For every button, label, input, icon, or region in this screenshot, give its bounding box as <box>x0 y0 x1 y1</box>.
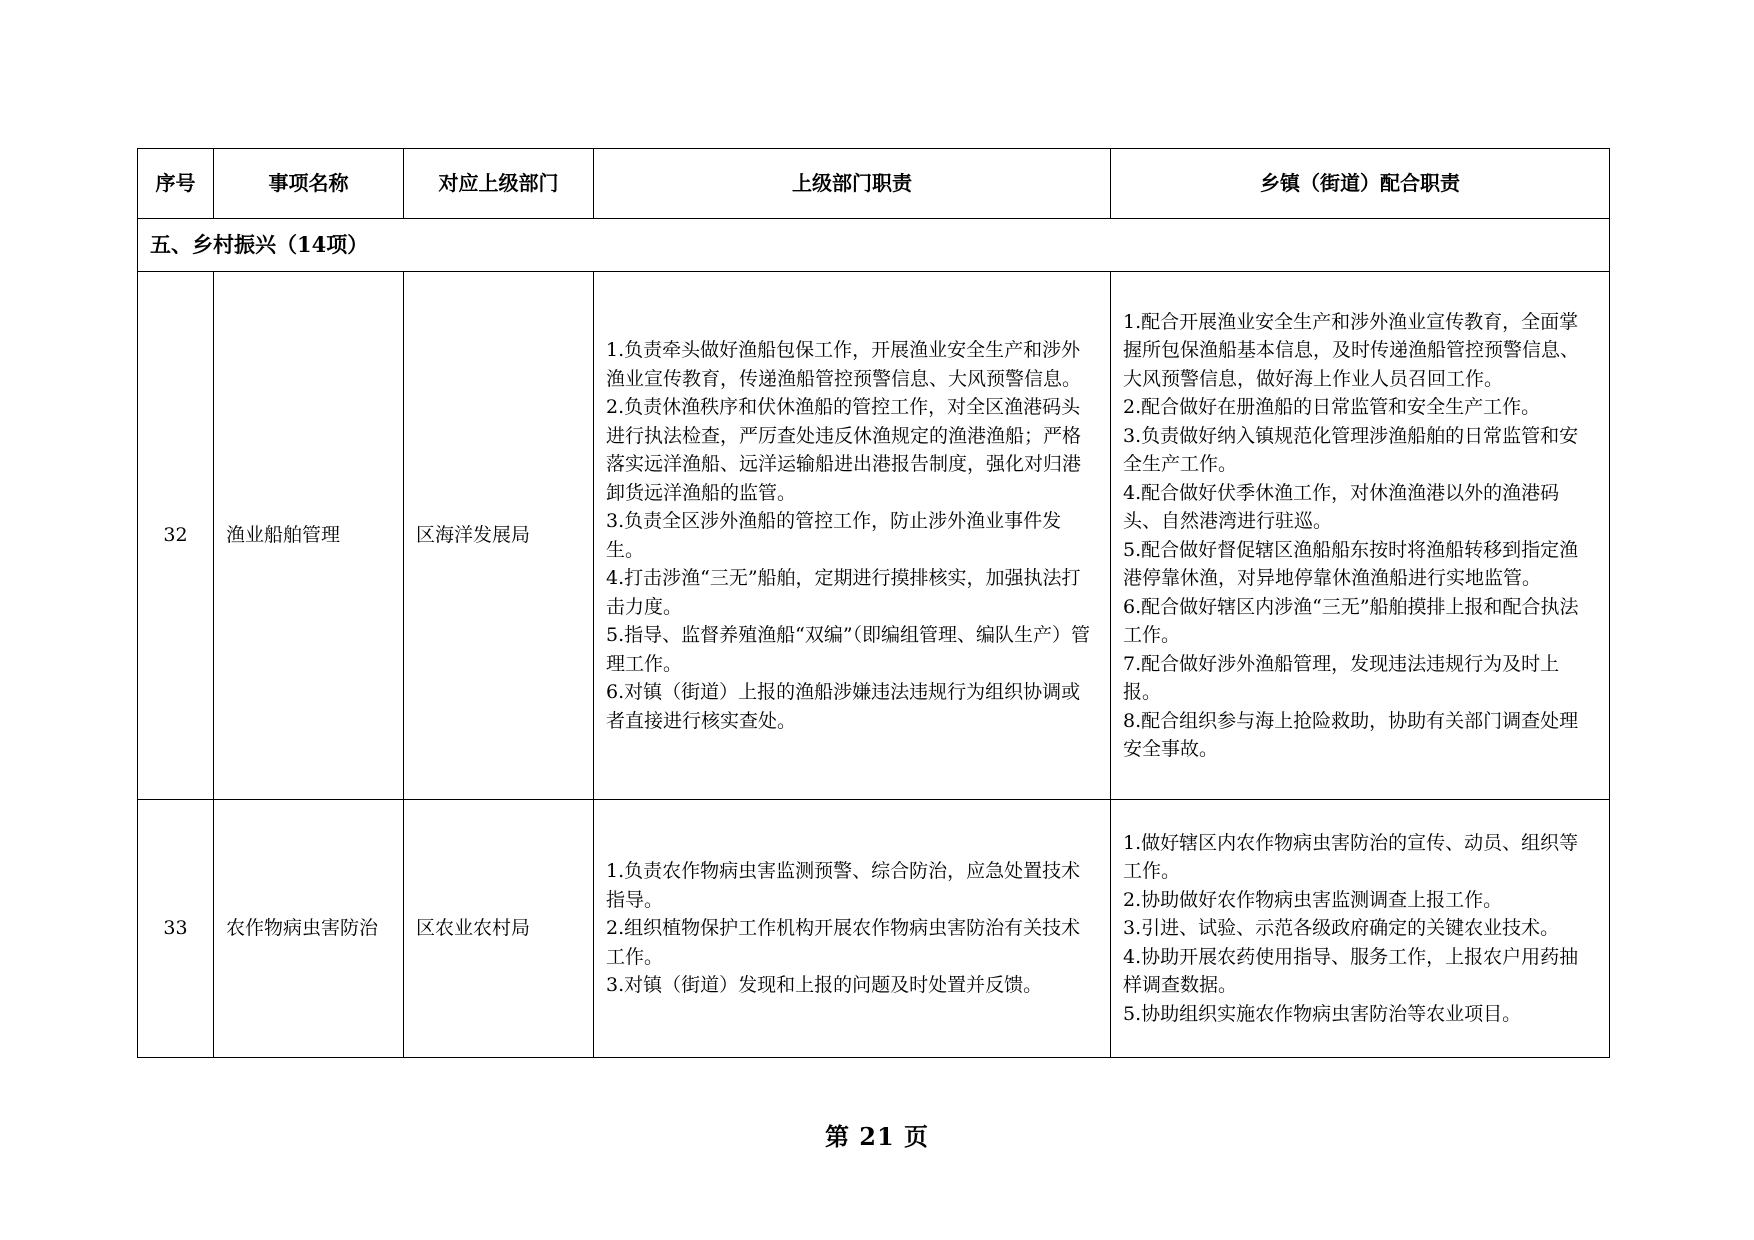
duty-item: 5.配合做好督促辖区渔船船东按时将渔船转移到指定渔港停靠休渔，对异地停靠休渔渔船进行实地监管。 <box>1123 538 1579 589</box>
duty-item: 2.协助做好农作物病虫害监测调查上报工作。 <box>1123 888 1503 911</box>
header-cell-town-duties: 乡镇（街道）配合职责 <box>1111 149 1610 219</box>
duty-item: 5.指导、监督养殖渔船“双编”（即编组管理、编队生产）管理工作。 <box>606 624 1091 675</box>
header-cell-dept: 对应上级部门 <box>404 149 594 219</box>
duty-item: 5.协助组织实施农作物病虫害防治等农业项目。 <box>1123 1002 1522 1025</box>
table-row <box>138 800 1610 1058</box>
duty-item: 4.配合做好伏季休渔工作，对休渔渔港以外的渔港码头、自然港湾进行驻巡。 <box>1123 481 1560 532</box>
department: 区农业农村局 <box>404 800 594 1058</box>
table-header-row <box>138 149 1610 219</box>
upper-duties-cell <box>594 800 1111 1058</box>
duty-table <box>137 148 1610 1058</box>
upper-duties-cell <box>594 272 1111 800</box>
section-title: 五、乡村振兴（14项） <box>138 219 1610 272</box>
table-row <box>138 272 1610 800</box>
duty-item: 2.负责休渔秩序和伏休渔船的管控工作，对全区渔港码头进行执法检查，严厉查处违反休渔规定的渔港渔船；严格落实远洋渔船、远洋运输船进出港报告制度，强化对归港卸货远洋渔船的监管。 <box>606 396 1082 504</box>
duty-item: 1.负责农作物病虫害监测预警、综合防治，应急处置技术指导。 <box>606 860 1081 911</box>
header-cell-item: 事项名称 <box>214 149 404 219</box>
duty-item: 6.对镇（街道）上报的渔船涉嫌违法违规行为组织协调或者直接进行核实查处。 <box>606 681 1081 732</box>
duty-item: 1.配合开展渔业安全生产和涉外渔业宣传教育，全面掌握所包保渔船基本信息，及时传递渔船管控预警信息、大风预警信息，做好海上作业人员召回工作。 <box>1123 310 1580 390</box>
header-cell-no: 序号 <box>138 149 214 219</box>
duty-item: 3.对镇（街道）发现和上报的问题及时处置并反馈。 <box>606 974 1043 997</box>
duty-item: 3.负责全区涉外渔船的管控工作，防止涉外渔业事件发生。 <box>606 510 1062 561</box>
row-number: 32 <box>138 272 214 800</box>
duty-item: 1.负责牵头做好渔船包保工作，开展渔业安全生产和涉外渔业宣传教育，传递渔船管控预警信息、大风预警信息。 <box>606 339 1082 390</box>
row-number: 33 <box>138 800 214 1058</box>
duty-item: 1.做好辖区内农作物病虫害防治的宣传、动员、组织等工作。 <box>1123 831 1579 883</box>
item-name: 农作物病虫害防治 <box>214 800 404 1058</box>
header-cell-upper-duties: 上级部门职责 <box>594 149 1111 219</box>
duty-item: 3.负责做好纳入镇规范化管理涉渔船舶的日常监管和安全生产工作。 <box>1123 424 1579 475</box>
duty-item: 6.配合做好辖区内涉渔“三无”船舶摸排上报和配合执法工作。 <box>1123 595 1579 646</box>
page-number: 第 21 页 <box>824 1122 930 1151</box>
duty-item: 4.协助开展农药使用指导、服务工作，上报农户用药抽样调查数据。 <box>1123 945 1579 997</box>
town-duties-cell <box>1111 800 1610 1058</box>
section-row <box>138 219 1610 272</box>
duty-item: 2.组织植物保护工作机构开展农作物病虫害防治有关技术工作。 <box>606 917 1081 968</box>
duty-item: 8.配合组织参与海上抢险救助，协助有关部门调查处理安全事故。 <box>1123 709 1579 760</box>
department: 区海洋发展局 <box>404 272 594 800</box>
town-duties-cell <box>1111 272 1610 800</box>
duty-item: 3.引进、试验、示范各级政府确定的关键农业技术。 <box>1123 917 1560 940</box>
duty-item: 2.配合做好在册渔船的日常监管和安全生产工作。 <box>1123 396 1541 418</box>
duty-item: 7.配合做好涉外渔船管理，发现违法违规行为及时上报。 <box>1123 652 1560 703</box>
duty-item: 4.打击涉渔“三无”船舶，定期进行摸排核实，加强执法打击力度。 <box>606 567 1081 618</box>
item-name: 渔业船舶管理 <box>214 272 404 800</box>
